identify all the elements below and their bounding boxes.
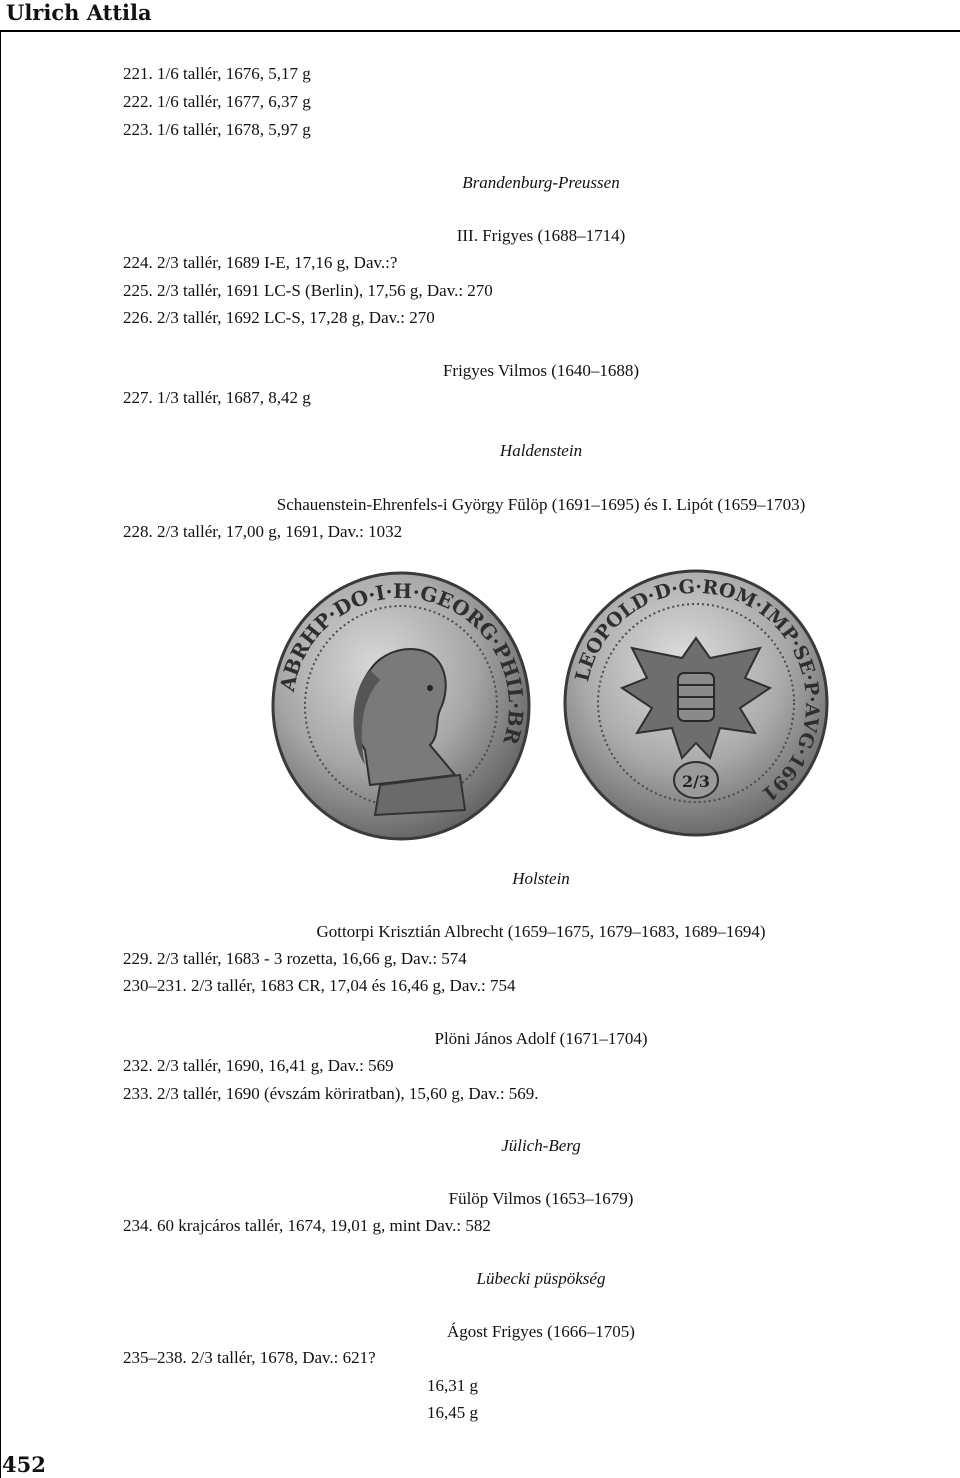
ruler-gottorpi: Gottorpi Krisztián Albrecht (1659–1675, 1679–1683, 1689–1694) <box>316 922 766 941</box>
reverse-denomination: 2/3 <box>681 772 711 791</box>
entry-230-231: 230–231. 2/3 tallér, 1683 CR, 17,04 és 16,46 g, Dav.: 754 <box>123 976 516 995</box>
entry-223: 223. 1/6 tallér, 1678, 5,97 g <box>123 120 311 139</box>
section-lubecki: Lübecki püspökség <box>476 1269 606 1288</box>
weight-1: 16,31 g <box>427 1376 478 1395</box>
coin-obverse-image <box>270 570 532 842</box>
ruler-frigyes-vilmos: Frigyes Vilmos (1640–1688) <box>442 361 640 380</box>
reverse-legend: LEOPOLD·D·G·ROM·IMP·SE·P·AVG·1691 <box>571 575 824 806</box>
section-brandenburg: Brandenburg-Preussen <box>462 173 620 192</box>
entry-229: 229. 2/3 tallér, 1683 - 3 rozetta, 16,66 g, Dav.: 574 <box>123 949 467 968</box>
margin-rule <box>0 30 1 1478</box>
entry-224: 224. 2/3 tallér, 1689 I-E, 17,16 g, Dav.:? <box>123 253 398 272</box>
entry-226: 226. 2/3 tallér, 1692 LC-S, 17,28 g, Dav.: 270 <box>123 308 435 327</box>
weight-2: 16,45 g <box>427 1403 478 1422</box>
entry-225: 225. 2/3 tallér, 1691 LC-S (Berlin), 17,56 g, Dav.: 270 <box>123 281 493 300</box>
ruler-fulop-vilmos: Fülöp Vilmos (1653–1679) <box>448 1189 634 1208</box>
entry-222: 222. 1/6 tallér, 1677, 6,37 g <box>123 92 311 111</box>
ruler-schauenstein: Schauenstein-Ehrenfels-i György Fülöp (1691–1695) és I. Lipót (1659–1703) <box>276 495 806 514</box>
entry-221: 221. 1/6 tallér, 1676, 5,17 g <box>123 64 311 83</box>
section-holstein: Holstein <box>512 869 570 888</box>
entry-228: 228. 2/3 tallér, 17,00 g, 1691, Dav.: 1032 <box>123 522 403 541</box>
entry-235-238: 235–238. 2/3 tallér, 1678, Dav.: 621? <box>123 1348 376 1367</box>
running-header-author: Ulrich Attila <box>6 0 152 25</box>
ruler-frigyes-iii: III. Frigyes (1688–1714) <box>456 226 626 245</box>
header-rule <box>0 30 960 32</box>
entry-233: 233. 2/3 tallér, 1690 (évszám köriratban), 15,60 g, Dav.: 569. <box>123 1084 539 1103</box>
section-julich-berg: Jülich-Berg <box>501 1136 581 1155</box>
entry-227: 227. 1/3 tallér, 1687, 8,42 g <box>123 388 311 407</box>
obverse-legend: ABRHP·DO·I·H·GEORG·PHIL·BR <box>274 578 529 748</box>
section-haldenstein: Haldenstein <box>499 441 583 460</box>
ruler-agost-frigyes: Ágost Frigyes (1666–1705) <box>447 1322 635 1341</box>
entry-234: 234. 60 krajcáros tallér, 1674, 19,01 g, mint Dav.: 582 <box>123 1216 491 1235</box>
ruler-ploni: Plöni János Adolf (1671–1704) <box>434 1029 648 1048</box>
entry-232: 232. 2/3 tallér, 1690, 16,41 g, Dav.: 569 <box>123 1056 394 1075</box>
page-number: 452 <box>2 1452 46 1477</box>
coin-reverse-image <box>562 568 830 838</box>
